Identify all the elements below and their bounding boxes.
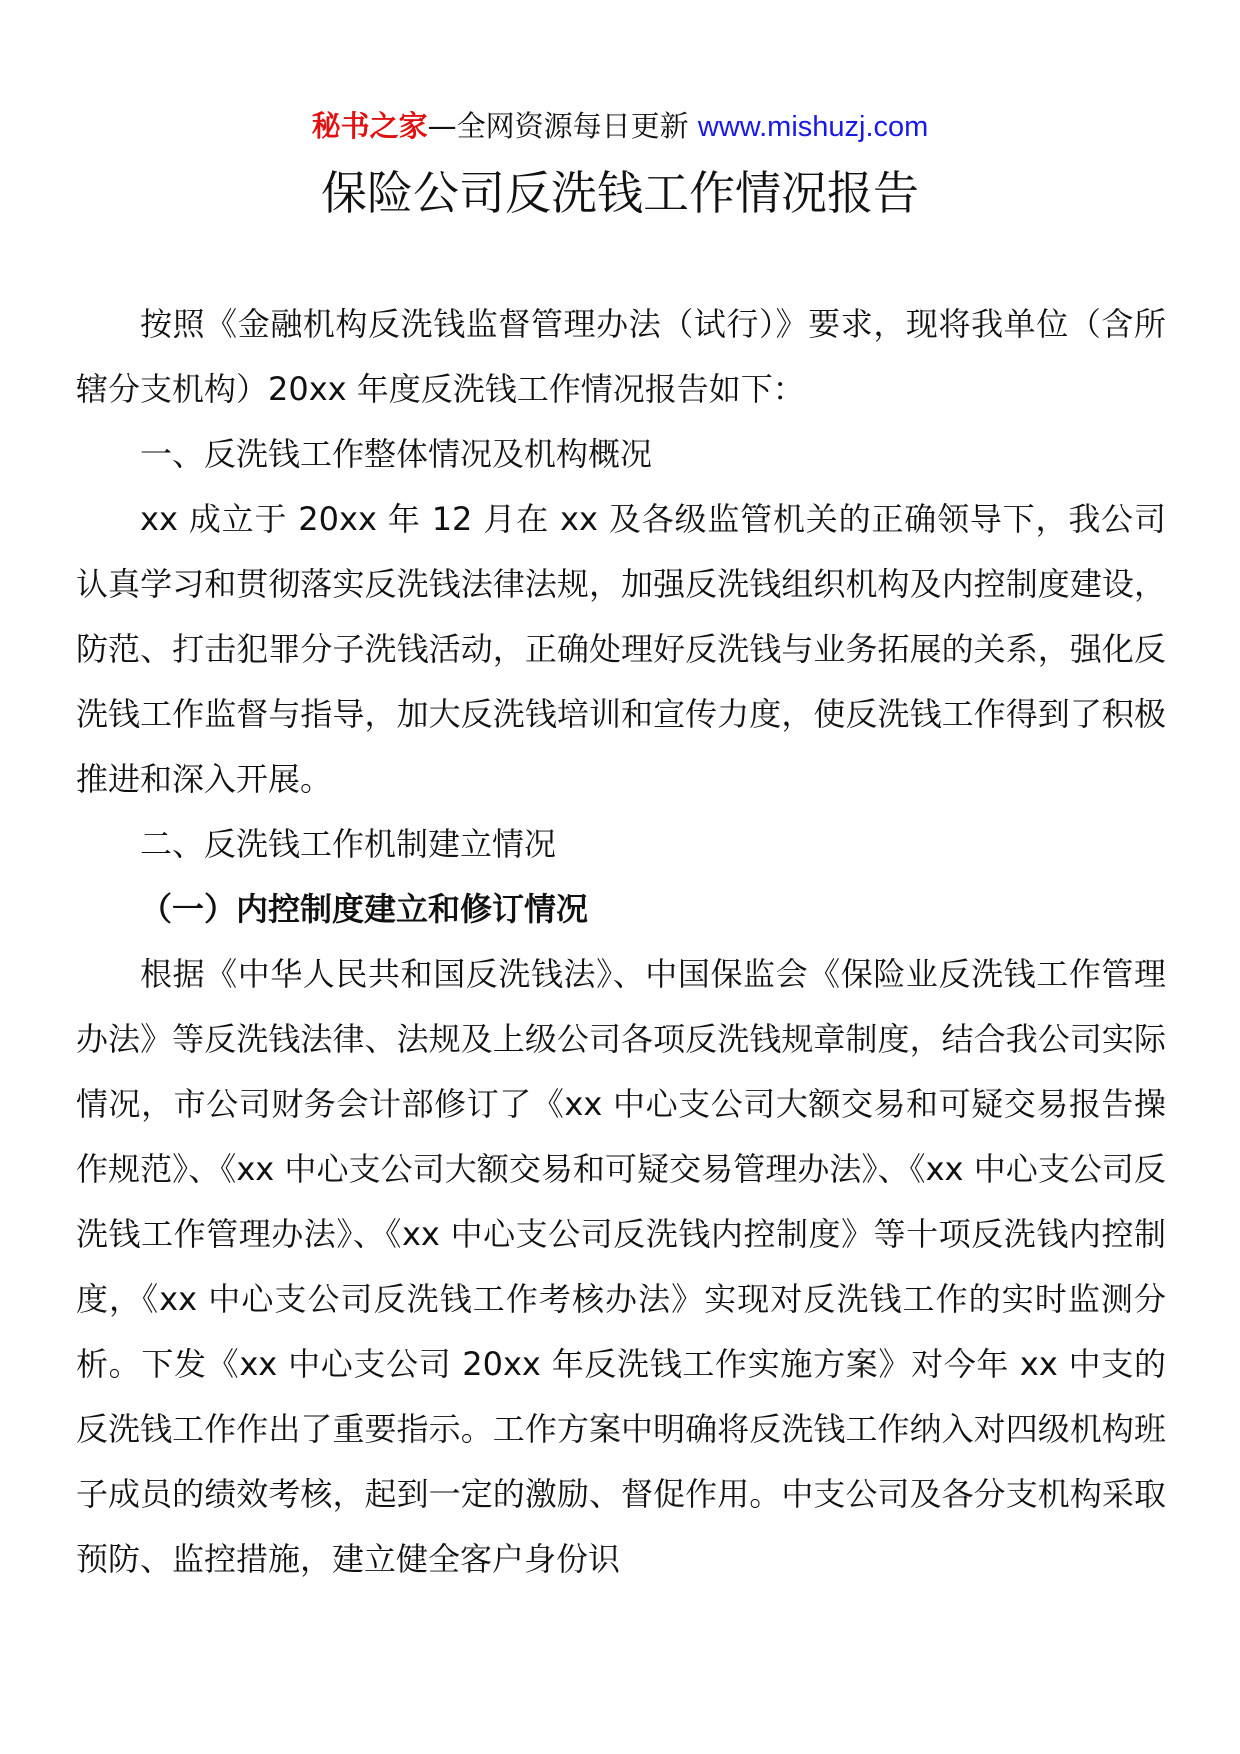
section-heading-2: 二、反洗钱工作机制建立情况 xyxy=(140,825,557,863)
brand-name: 秘书之家 xyxy=(311,109,428,143)
document-body xyxy=(76,292,1166,1592)
section-heading-1: 一、反洗钱工作整体情况及机构概况 xyxy=(140,435,653,473)
source-header xyxy=(0,106,1240,147)
overview-paragraph: xx 成立于 20xx 年 12 月在 xx 及各级监管机关的正确领导下，我公司认真学习和贯彻落实反洗钱法律法规，加强反洗钱组织机构及内控制度建设，防范、打击犯罪分子洗钱活动，正确处理好反洗钱与业务拓展的关系，强化反洗钱工作监督与指导，加大反洗钱培训和宣传力度，使反洗钱工作得到了积极推进和深入开展。 xyxy=(76,500,1166,798)
header-tagline: —全网资源每日更新 xyxy=(427,109,698,143)
site-url-link[interactable]: www.mishuzj.com xyxy=(697,111,929,143)
intro-paragraph: 按照《金融机构反洗钱监督管理办法（试行）》要求，现将我单位（含所辖分支机构）20xx 年度反洗钱工作情况报告如下： xyxy=(76,305,1166,408)
internal-control-paragraph: 根据《中华人民共和国反洗钱法》、中国保监会《保险业反洗钱工作管理办法》等反洗钱法律、法规及上级公司各项反洗钱规章制度，结合我公司实际情况，市公司财务会计部修订了《xx 中心支公司大额交易和可疑交易报告操作规范》、《xx 中心支公司大额交易和可疑交易管理办法》、《xx 中心支公司反洗钱工作管理办法》、《xx 中心支公司反洗钱内控制度》等十项反洗钱内控制度，《xx 中心支公司反洗钱工作考核办法》实现对反洗钱工作的实时监测分析。下发《xx 中心支公司 20xx 年反洗钱工作实施方案》对今年 xx 中支的反洗钱工作作出了重要指示。工作方案中明确将反洗钱工作纳入对四级机构班子成员的绩效考核，起到一定的激励、督促作用。中支公司及各分支机构采取预防、监控措施，建立健全客户身份识 xyxy=(76,955,1166,1578)
document-title: 保险公司反洗钱工作情况报告 xyxy=(321,166,919,220)
subsection-heading-1: （一）内控制度建立和修订情况 xyxy=(140,890,589,928)
